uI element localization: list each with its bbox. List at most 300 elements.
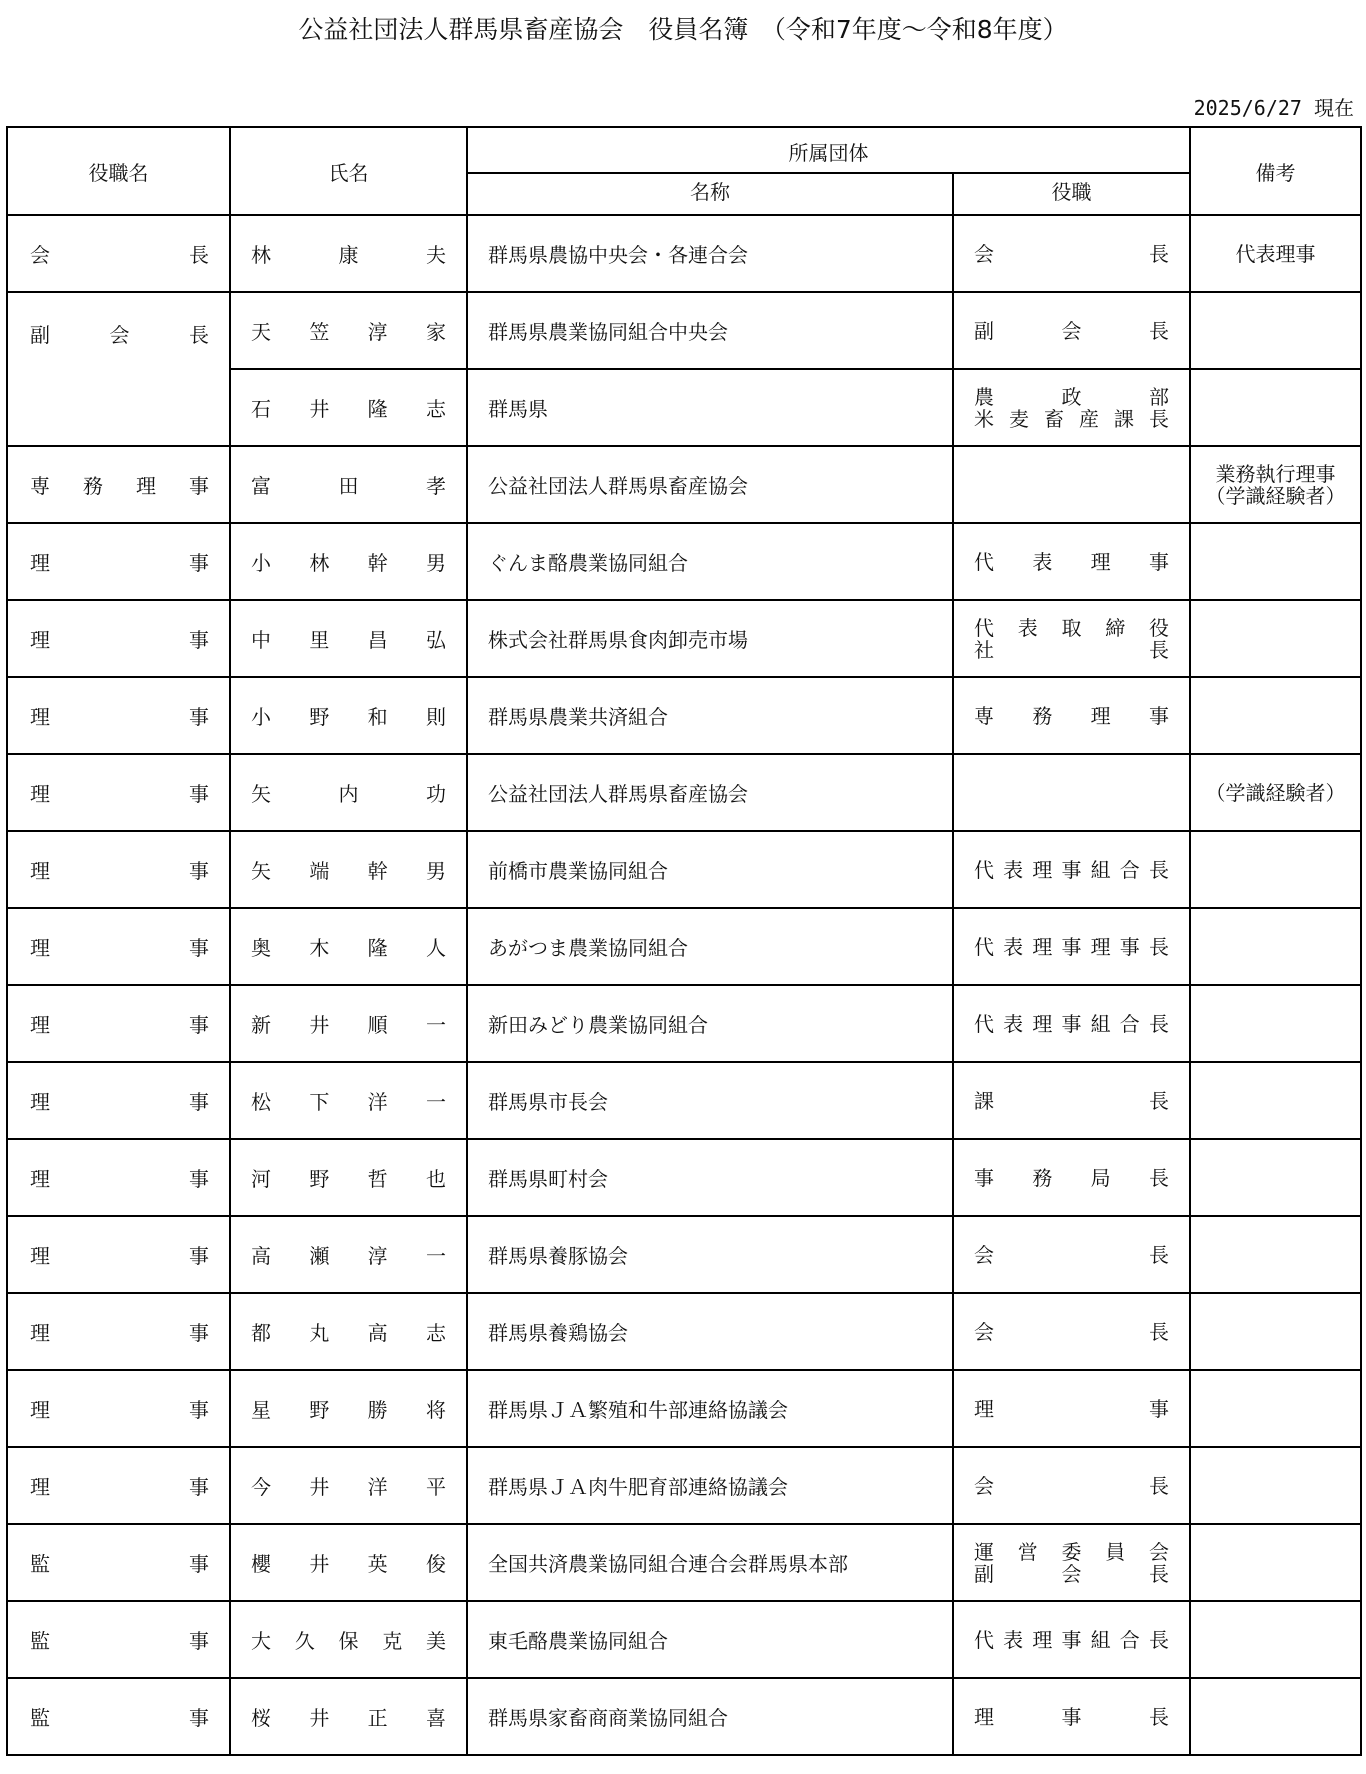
role-text: [8, 1471, 229, 1500]
role-text-char: 理: [30, 1244, 50, 1268]
role-text-char: 事: [189, 1013, 209, 1037]
remarks-cell: [1190, 754, 1361, 831]
post-text-char: 長: [1149, 1242, 1169, 1267]
organization-cell: 全国共済農業協同組合連合会群馬県本部: [467, 1524, 953, 1601]
name-text-char: 都: [251, 1321, 271, 1345]
post-cell: [953, 1139, 1190, 1216]
role-cell: [7, 831, 230, 908]
table-row: [7, 1139, 1361, 1216]
name-text-char: 保: [338, 1629, 359, 1653]
post-cell: [953, 754, 1190, 831]
role-text-char: 事: [189, 1167, 209, 1191]
post-text-char: 理: [974, 1704, 994, 1729]
post-text-char: 員: [1105, 1539, 1126, 1564]
role-cell: [7, 754, 230, 831]
role-text: [8, 470, 229, 499]
name-text-char: 内: [338, 782, 359, 806]
role-cell: [7, 1370, 230, 1447]
name-text-char: 勝: [367, 1398, 388, 1422]
name-text: [231, 1394, 466, 1423]
role-text-char: 事: [189, 474, 209, 498]
name-text-char: 洋: [367, 1475, 388, 1499]
post-text-char: 組: [1090, 857, 1111, 882]
post-text-char: 表: [1003, 934, 1024, 959]
name-text-char: 則: [425, 705, 446, 729]
post-text: [954, 639, 1189, 661]
name-text: [231, 855, 466, 884]
name-text-char: 笠: [309, 320, 330, 344]
name-text-char: 林: [309, 551, 330, 575]
table-row: [7, 292, 1361, 369]
post-text-char: 取: [1061, 615, 1082, 640]
officer-rows: [7, 215, 1361, 1755]
post-cell: [953, 215, 1190, 292]
role-text-char: 監: [30, 1706, 50, 1730]
post-text-char: 長: [1149, 241, 1169, 266]
post-text-char: 長: [1149, 1088, 1169, 1113]
name-cell: [230, 677, 467, 754]
name-text-char: 松: [251, 1090, 271, 1114]
remarks-cell: [1190, 1524, 1361, 1601]
header-affiliation-post: 役職: [953, 173, 1190, 215]
role-cell: [7, 1524, 230, 1601]
role-text: [8, 624, 229, 653]
post-text-char: 長: [1149, 1473, 1169, 1498]
organization-cell: 群馬県農協中央会・各連合会: [467, 215, 953, 292]
organization-cell: 群馬県養豚協会: [467, 1216, 953, 1293]
post-cell: [953, 369, 1190, 446]
post-text-char: 表: [1032, 549, 1053, 574]
organization-cell: 公益社団法人群馬県畜産協会: [467, 446, 953, 523]
post-text-char: 会: [974, 1319, 994, 1344]
name-text-char: 一: [425, 1244, 446, 1268]
post-text-char: 会: [974, 1242, 994, 1267]
post-text-char: 表: [1003, 1011, 1024, 1036]
name-text-char: 野: [309, 1398, 330, 1422]
post-text-char: 長: [1148, 857, 1169, 882]
post-text-char: 代: [974, 615, 994, 640]
role-cell: [7, 985, 230, 1062]
post-text-char: 務: [1032, 703, 1053, 728]
role-cell: [7, 215, 230, 292]
name-text: [231, 1240, 466, 1269]
post-text: [954, 617, 1189, 639]
header-name: 氏名: [230, 127, 467, 215]
role-text-char: 事: [189, 628, 209, 652]
name-text-char: 新: [251, 1013, 271, 1037]
name-text-char: 天: [251, 320, 271, 344]
role-cell: [7, 523, 230, 600]
role-text-char: 理: [30, 1167, 50, 1191]
name-text-char: 志: [425, 397, 446, 421]
post-text-char: 副: [974, 318, 994, 343]
header-affiliation: 所属団体: [467, 127, 1190, 173]
post-text-char: 長: [1149, 406, 1169, 431]
role-cell: [7, 1062, 230, 1139]
post-text: [954, 1398, 1189, 1420]
table-row: [7, 523, 1361, 600]
officer-table: [6, 126, 1362, 1756]
post-text-char: 運: [974, 1539, 994, 1564]
post-text-char: 事: [1061, 1704, 1082, 1729]
post-text: [954, 1013, 1189, 1035]
role-text: [8, 701, 229, 730]
role-text-char: 理: [30, 782, 50, 806]
name-text-char: 小: [251, 705, 271, 729]
name-cell: [230, 985, 467, 1062]
role-cell: [7, 1447, 230, 1524]
organization-cell: 群馬県養鶏協会: [467, 1293, 953, 1370]
name-cell: [230, 1293, 467, 1370]
table-row: [7, 1062, 1361, 1139]
name-text-char: 井: [309, 1552, 330, 1576]
name-cell: [230, 1678, 467, 1755]
post-text: [954, 320, 1189, 342]
post-text-char: 代: [974, 549, 994, 574]
name-text: [231, 1702, 466, 1731]
remarks-cell: [1190, 677, 1361, 754]
post-cell: [953, 985, 1190, 1062]
name-cell: [230, 1447, 467, 1524]
name-text: [231, 1163, 466, 1192]
role-text-char: 会: [109, 323, 130, 347]
role-text-char: 長: [189, 323, 209, 347]
post-text-char: 表: [1017, 615, 1038, 640]
post-text: [954, 936, 1189, 958]
name-text: [231, 1548, 466, 1577]
post-text-char: 長: [1148, 934, 1169, 959]
name-text-char: 順: [367, 1013, 388, 1037]
remarks-text: 代表理事: [1235, 241, 1316, 266]
post-text-char: 部: [1149, 384, 1169, 409]
name-text-char: 矢: [251, 859, 271, 883]
role-cell: [7, 908, 230, 985]
name-text: [231, 1317, 466, 1346]
name-text-char: 和: [367, 705, 388, 729]
role-text-char: 事: [189, 1090, 209, 1114]
role-text-char: 長: [189, 243, 209, 267]
post-text-char: 会: [974, 1473, 994, 1498]
role-text-char: 事: [189, 1244, 209, 1268]
remarks-cell: [1190, 215, 1361, 292]
role-text-char: 理: [30, 1398, 50, 1422]
role-cell: [7, 1139, 230, 1216]
post-text-char: 表: [1003, 857, 1024, 882]
post-text-char: 事: [1149, 1396, 1169, 1421]
role-text-char: 監: [30, 1629, 50, 1653]
name-text-char: 哲: [367, 1167, 388, 1191]
name-text-char: 今: [251, 1475, 271, 1499]
role-text-char: 事: [189, 782, 209, 806]
name-text: [231, 624, 466, 653]
table-row: [7, 831, 1361, 908]
post-text: [954, 1629, 1189, 1651]
post-text-char: 務: [1032, 1165, 1053, 1190]
organization-cell: 群馬県農業共済組合: [467, 677, 953, 754]
role-text-char: 専: [30, 474, 50, 498]
table-row: [7, 1601, 1361, 1678]
role-cell: [7, 600, 230, 677]
post-text: [954, 1541, 1189, 1563]
post-text: [954, 551, 1189, 573]
post-text: [954, 859, 1189, 881]
name-text-char: 俊: [425, 1552, 446, 1576]
organization-cell: あがつま農業協同組合: [467, 908, 953, 985]
role-cell: [7, 1293, 230, 1370]
remarks-cell: [1190, 292, 1361, 369]
name-text-char: 隆: [367, 936, 388, 960]
post-text: [954, 408, 1189, 430]
role-text-char: 理: [30, 705, 50, 729]
table-row: [7, 754, 1361, 831]
name-cell: [230, 369, 467, 446]
post-cell: [953, 1601, 1190, 1678]
name-text: [231, 393, 466, 422]
name-text-char: 一: [425, 1013, 446, 1037]
post-text-char: 会: [974, 241, 994, 266]
name-cell: [230, 446, 467, 523]
post-text: [954, 1244, 1189, 1266]
post-text-char: 委: [1061, 1539, 1082, 1564]
role-text-char: 会: [30, 243, 50, 267]
role-text-char: 事: [189, 705, 209, 729]
post-text-char: 理: [1090, 934, 1111, 959]
role-text: [8, 1548, 229, 1577]
role-text: [8, 1240, 229, 1269]
name-text: [231, 1009, 466, 1038]
organization-cell: 株式会社群馬県食肉卸売市場: [467, 600, 953, 677]
organization-cell: 東毛酪農業協同組合: [467, 1601, 953, 1678]
remarks-cell: [1190, 1370, 1361, 1447]
post-text-char: 事: [1061, 1011, 1082, 1036]
as-of-date: 2025/6/27 現在: [1193, 96, 1354, 120]
post-text: [954, 1475, 1189, 1497]
post-text-char: 合: [1119, 857, 1140, 882]
role-text-char: 事: [189, 551, 209, 575]
remarks-text: （学識経験者）: [1205, 780, 1346, 805]
role-text-char: 理: [30, 936, 50, 960]
organization-cell: 群馬県町村会: [467, 1139, 953, 1216]
remarks-cell: [1190, 1678, 1361, 1755]
organization-cell: 公益社団法人群馬県畜産協会: [467, 754, 953, 831]
post-text-char: 理: [1032, 857, 1053, 882]
name-text-char: 下: [309, 1090, 330, 1114]
name-text-char: 石: [251, 397, 271, 421]
remarks-cell: [1190, 523, 1361, 600]
organization-cell: 群馬県家畜商商業協同組合: [467, 1678, 953, 1755]
name-text-char: 夫: [426, 243, 446, 267]
name-text: [231, 1625, 466, 1654]
name-cell: [230, 1062, 467, 1139]
table-row: [7, 1447, 1361, 1524]
post-text-char: 専: [974, 703, 994, 728]
role-text-char: 事: [189, 1398, 209, 1422]
name-text-char: 桜: [251, 1706, 271, 1730]
name-text: [231, 1471, 466, 1500]
remarks-text: （学識経験者）: [1205, 483, 1346, 508]
post-text-char: 代: [974, 934, 994, 959]
post-text-char: 事: [1148, 549, 1169, 574]
role-cell: [7, 292, 230, 446]
table-row: [7, 1370, 1361, 1447]
post-text-char: 代: [974, 1011, 994, 1036]
table-row: [7, 985, 1361, 1062]
name-text-char: 幹: [367, 859, 388, 883]
post-text-char: 事: [1061, 934, 1082, 959]
post-text-char: 会: [1061, 1561, 1082, 1586]
post-text-char: 産: [1079, 406, 1099, 431]
post-text-char: 代: [974, 857, 994, 882]
name-text-char: 瀬: [309, 1244, 330, 1268]
name-text-char: 孝: [426, 474, 446, 498]
name-text: [231, 1086, 466, 1115]
remarks-text: 業務執行理事: [1215, 461, 1336, 486]
post-text-char: 会: [1061, 318, 1082, 343]
name-text-char: 河: [251, 1167, 271, 1191]
remarks-cell: [1190, 908, 1361, 985]
organization-cell: 群馬県ＪＡ肉牛肥育部連絡協議会: [467, 1447, 953, 1524]
post-text-char: 政: [1061, 384, 1082, 409]
role-text-char: 事: [189, 1321, 209, 1345]
post-text-char: 理: [1032, 934, 1053, 959]
organization-cell: ぐんま酪農業協同組合: [467, 523, 953, 600]
name-text-char: 康: [338, 243, 359, 267]
remarks-cell: [1190, 1062, 1361, 1139]
organization-cell: 前橋市農業協同組合: [467, 831, 953, 908]
remarks-cell: [1190, 369, 1361, 446]
name-text-char: 正: [367, 1706, 388, 1730]
name-text: [231, 932, 466, 961]
name-cell: [230, 1601, 467, 1678]
role-text: [8, 239, 229, 268]
post-text-char: 会: [1149, 1539, 1169, 1564]
post-text-char: 米: [974, 406, 994, 431]
name-cell: [230, 1216, 467, 1293]
role-cell: [7, 677, 230, 754]
role-text-char: 事: [189, 936, 209, 960]
post-text-char: 長: [1149, 1704, 1169, 1729]
name-cell: [230, 600, 467, 677]
name-text: [231, 547, 466, 576]
name-text: [231, 778, 466, 807]
role-text: [8, 1625, 229, 1654]
post-cell: [953, 1678, 1190, 1755]
table-row: [7, 1216, 1361, 1293]
post-text-char: 事: [1061, 857, 1082, 882]
post-text-char: 合: [1119, 1627, 1140, 1652]
post-cell: [953, 446, 1190, 523]
post-cell: [953, 908, 1190, 985]
role-text-char: 副: [30, 323, 50, 347]
remarks-cell: [1190, 1447, 1361, 1524]
post-text-char: 事: [974, 1165, 994, 1190]
table-row: [7, 215, 1361, 292]
post-text-char: 営: [1017, 1539, 1038, 1564]
role-text: [8, 778, 229, 807]
name-text: [231, 701, 466, 730]
organization-cell: 群馬県ＪＡ繁殖和牛部連絡協議会: [467, 1370, 953, 1447]
name-text-char: 矢: [251, 782, 271, 806]
post-cell: [953, 1370, 1190, 1447]
table-row: [7, 1293, 1361, 1370]
post-text-char: 理: [1032, 1627, 1053, 1652]
name-text-char: 富: [251, 474, 271, 498]
name-text-char: 男: [425, 859, 446, 883]
post-text-char: 課: [974, 1088, 994, 1113]
role-text: [8, 319, 229, 348]
post-text: [954, 386, 1189, 408]
post-text-char: 長: [1148, 1627, 1169, 1652]
role-text-char: 監: [30, 1552, 50, 1576]
name-text-char: 里: [309, 628, 330, 652]
post-text-char: 理: [974, 1396, 994, 1421]
role-text-char: 事: [189, 1629, 209, 1653]
role-text: [8, 1317, 229, 1346]
name-text-char: 櫻: [251, 1552, 271, 1576]
table-row: [7, 1524, 1361, 1601]
name-text-char: 也: [425, 1167, 446, 1191]
post-text-char: 長: [1149, 1319, 1169, 1344]
post-text-char: 代: [974, 1627, 994, 1652]
role-text-char: 理: [136, 474, 156, 498]
name-text-char: 人: [425, 936, 446, 960]
organization-cell: 群馬県: [467, 369, 953, 446]
name-text-char: 克: [382, 1629, 403, 1653]
remarks-cell: [1190, 985, 1361, 1062]
role-text-char: 理: [30, 859, 50, 883]
post-text-char: 農: [974, 384, 994, 409]
name-text-char: 野: [309, 1167, 330, 1191]
name-text-char: 野: [309, 705, 330, 729]
role-text-char: 事: [189, 1552, 209, 1576]
name-text-char: 昌: [367, 628, 388, 652]
header-role: 役職名: [7, 127, 230, 215]
post-text-char: 事: [1119, 934, 1140, 959]
name-text-char: 丸: [309, 1321, 330, 1345]
name-text-char: 英: [367, 1552, 388, 1576]
name-text-char: 洋: [367, 1090, 388, 1114]
post-text-char: 局: [1090, 1165, 1111, 1190]
post-text-char: 組: [1090, 1011, 1111, 1036]
name-text-char: 功: [426, 782, 446, 806]
post-text: [954, 243, 1189, 265]
role-text-char: 事: [189, 1706, 209, 1730]
role-text-char: 理: [30, 1013, 50, 1037]
post-cell: [953, 677, 1190, 754]
name-cell: [230, 754, 467, 831]
role-cell: [7, 1601, 230, 1678]
table-row: [7, 600, 1361, 677]
name-text-char: 中: [251, 628, 271, 652]
post-cell: [953, 1293, 1190, 1370]
post-text-char: 締: [1105, 615, 1126, 640]
table-row: [7, 446, 1361, 523]
post-cell: [953, 1062, 1190, 1139]
role-text: [8, 1163, 229, 1192]
post-cell: [953, 600, 1190, 677]
name-cell: [230, 1524, 467, 1601]
name-cell: [230, 523, 467, 600]
post-text-char: 理: [1032, 1011, 1053, 1036]
remarks-cell: [1190, 1601, 1361, 1678]
organization-cell: 群馬県市長会: [467, 1062, 953, 1139]
role-cell: [7, 446, 230, 523]
post-text-char: 長: [1149, 318, 1169, 343]
name-text: [231, 239, 466, 268]
post-text-char: 表: [1003, 1627, 1024, 1652]
remarks-cell: [1190, 1139, 1361, 1216]
name-text-char: 井: [309, 1706, 330, 1730]
